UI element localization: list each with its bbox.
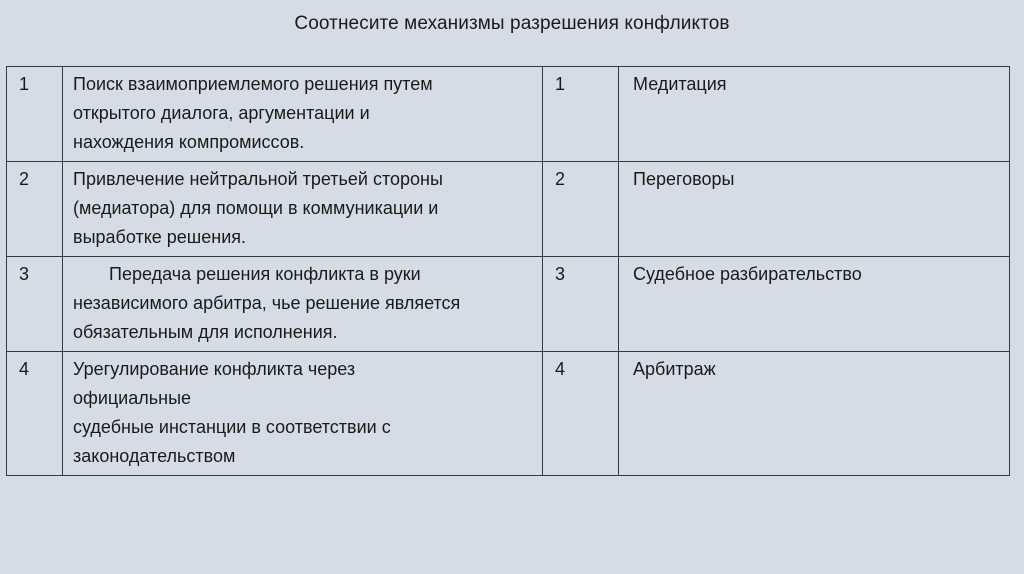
description-line: официальные	[73, 388, 192, 408]
description-line: Привлечение нейтральной третьей стороны	[73, 169, 443, 189]
row-number-right: 1	[543, 67, 619, 162]
description-line: Урегулирование конфликта через	[73, 359, 356, 379]
description-line: (медиатора) для помощи в коммуникации и	[73, 198, 439, 218]
mechanism-cell: Судебное разбирательство	[619, 257, 1010, 352]
row-number-left: 3	[7, 257, 63, 352]
description-cell	[63, 352, 543, 476]
description-line: Поиск взаимоприемлемого решения путем	[73, 74, 433, 94]
row-number-left: 1	[7, 67, 63, 162]
table-row	[7, 352, 1010, 476]
row-number-right: 3	[543, 257, 619, 352]
description-line: обязательным для исполнения.	[73, 322, 338, 342]
row-number-right: 2	[543, 162, 619, 257]
description-line: Передача решения конфликта в руки	[109, 264, 421, 284]
table-row	[7, 67, 1010, 162]
mechanism-cell: Переговоры	[619, 162, 1010, 257]
description-line: открытого диалога, аргументации и	[73, 103, 370, 123]
description-cell	[63, 162, 543, 257]
row-number-right: 4	[543, 352, 619, 476]
matching-table	[6, 66, 1010, 476]
description-line: выработке решения.	[73, 227, 246, 247]
description-line: независимого арбитра, чье решение является	[73, 293, 461, 313]
row-number-left: 2	[7, 162, 63, 257]
description-line: законодательством	[73, 446, 236, 466]
table-row	[7, 162, 1010, 257]
description-line: нахождения компромиссов.	[73, 132, 305, 152]
mechanism-cell: Арбитраж	[619, 352, 1010, 476]
description-cell	[63, 67, 543, 162]
slide-title: Соотнесите механизмы разрешения конфликтов	[294, 13, 730, 34]
description-line: судебные инстанции в соответствии с	[73, 417, 391, 437]
row-number-left: 4	[7, 352, 63, 476]
mechanism-cell: Медитация	[619, 67, 1010, 162]
table-row	[7, 257, 1010, 352]
description-cell	[63, 257, 543, 352]
